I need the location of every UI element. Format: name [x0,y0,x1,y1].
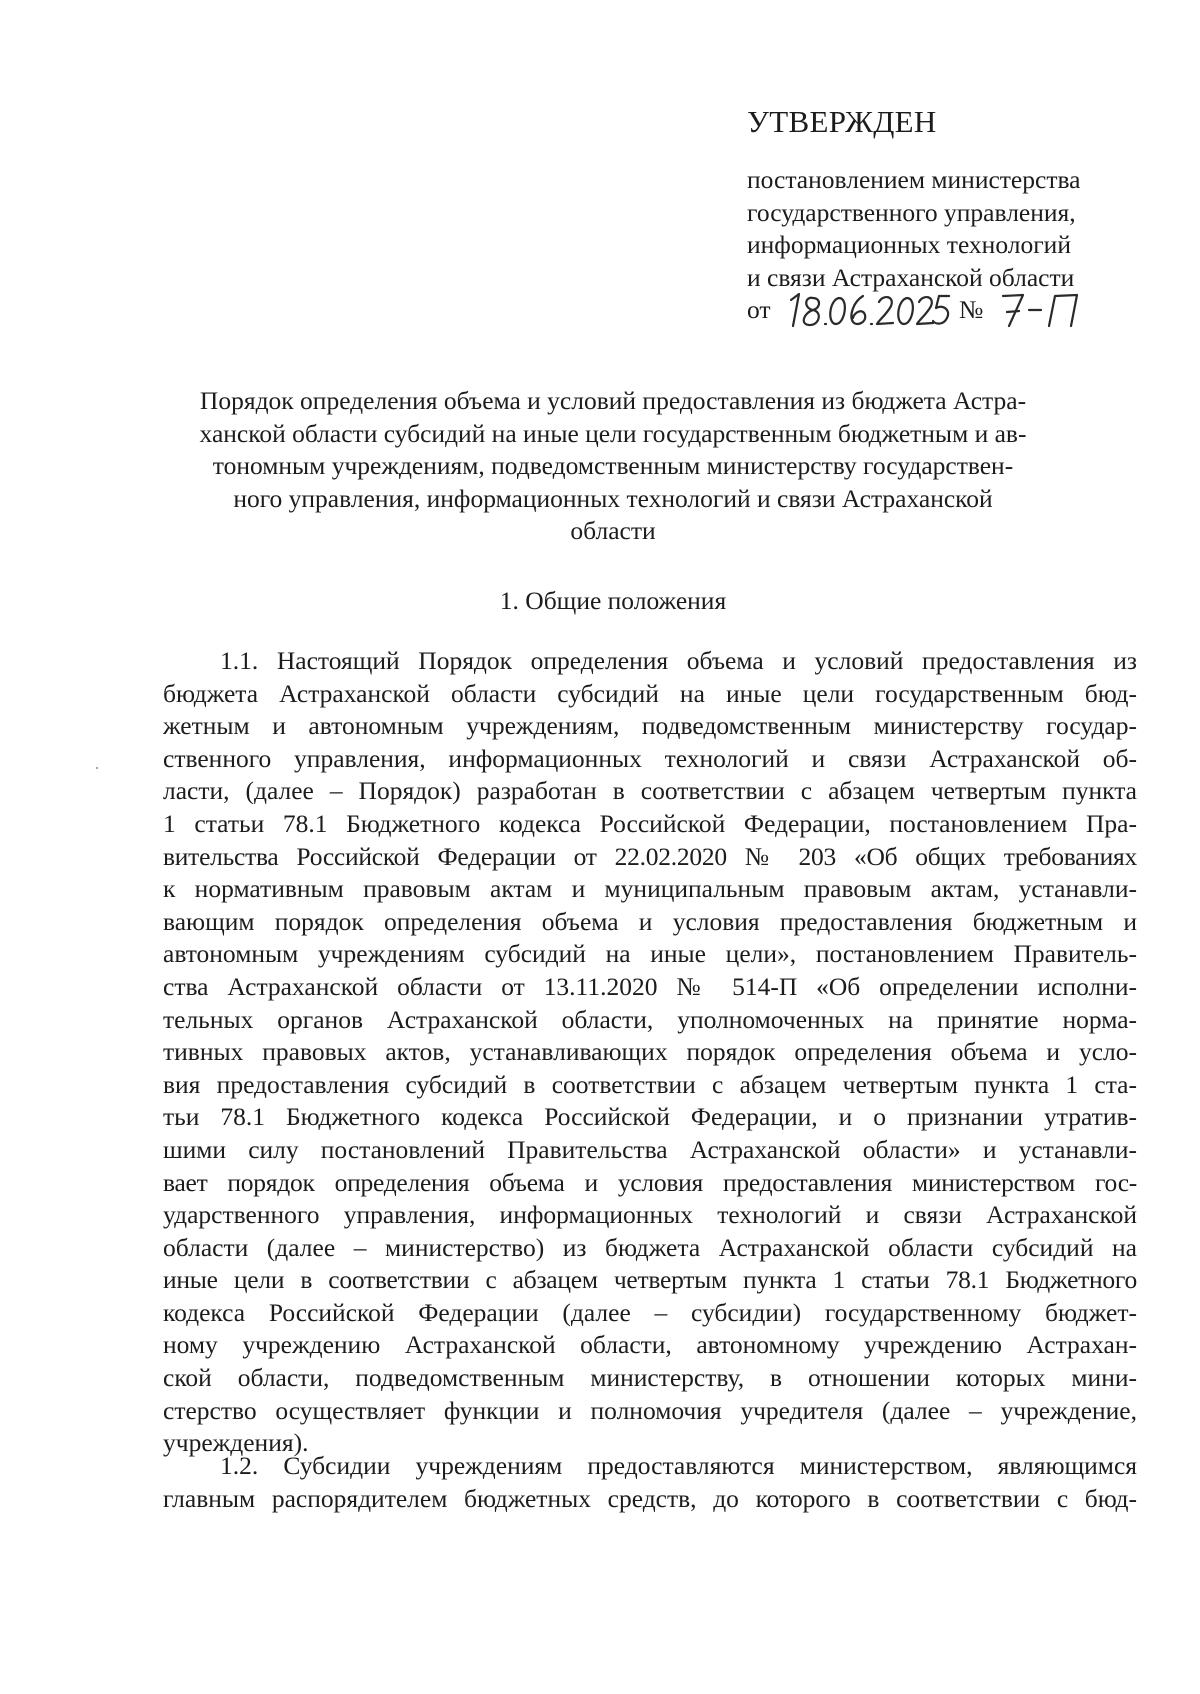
approval-line: государственного управления, [747,197,1076,227]
section-heading: 1. Общие положения [499,586,727,615]
number-prefix: № [959,295,984,324]
handwritten-number [997,286,1087,341]
paragraph-line: к нормативным правовым актам и муниципальным правовым актам, устанавли- [163,874,1137,904]
paragraph-line: 1 статьи 78.1 Бюджетного кодекса Российской Федерации, постановлением Пра- [163,808,1137,838]
paragraph-line: ской области, подведомственным министерству, в отношении которых мини- [163,1363,1137,1393]
title-line: ного управления, информационных технологий и связи Астраханской [233,483,993,513]
paragraph-line: кодекса Российской Федерации (далее – субсидии) государственному бюджет- [163,1297,1137,1327]
paragraph-line: 1.1. Настоящий Порядок определения объема и условий предоставления из [220,646,1137,675]
paragraph-line: тьи 78.1 Бюджетного кодекса Российской Федерации, и о признании утратив- [163,1102,1137,1132]
paragraph-line: тивных правовых актов, устанавливающих порядок определения объема и усло- [163,1037,1137,1067]
paragraph-line: учреждения). [163,1428,309,1458]
paragraph-line: жетным и автономным учреждениям, подведомственным министерству государ- [163,711,1137,741]
paragraph-line: вия предоставления субсидий в соответствии с абзацем четвертым пункта 1 ста- [163,1069,1137,1099]
paragraph-line: ному учреждению Астраханской области, автономному учреждению Астрахан- [163,1330,1137,1360]
handwritten-date [783,286,953,341]
paragraph-line: вающим порядок определения объема и условия предоставления бюджетным и [163,906,1137,936]
title-line: Порядок определения объема и условий предоставления из бюджета Астра- [199,386,1027,415]
paragraph-line: шими силу постановлений Правительства Астраханской области» и устанавли- [163,1134,1137,1164]
approval-line: и связи Астраханской области [747,262,1075,292]
paragraph-line: вительства Российской Федерации от 22.02.2020 № 203 «Об общих требованиях [163,841,1137,871]
paragraph-line: бюджета Астраханской области субсидий на иные цели государственным бюд- [163,678,1137,708]
approval-date-row [747,294,1167,330]
paragraph-line: ударственного управления, информационных технологий и связи Астраханской [163,1200,1137,1230]
paragraph-line: иные цели в соответствии с абзацем четвертым пункта 1 статьи 78.1 Бюджетного [163,1265,1137,1295]
title-line: ханской области субсидий на иные цели государственным бюджетным и ав- [199,418,1027,448]
paragraph-line: ласти, (далее – Порядок) разработан в соответствии с абзацем четвертым пункта [163,776,1137,806]
title-line: тономным учреждениям, подведомственным министерству государствен- [212,451,1014,480]
paragraph-line: ственного управления, информационных технологий и связи Астраханской об- [163,743,1137,773]
paragraph-line: главным распорядителем бюджетных средств, до которого в соответствии с бюд- [163,1483,1137,1513]
paragraph-line: стерство осуществляет функции и полномочия учредителя (далее – учреждение, [163,1395,1137,1425]
approval-heading: УТВЕРЖДЕН [747,104,937,139]
paragraph-1-2 [163,1450,1137,1515]
paragraph-line: тельных органов Астраханской области, уполномоченных на принятие норма- [163,1004,1137,1034]
document-title [168,385,1058,548]
title-line: области [570,516,656,545]
paragraph-line: автономным учреждениям субсидий на иные цели», постановлением Правитель- [163,939,1137,969]
paragraph-1-1 [163,645,1137,1460]
paragraph-line: 1.2. Субсидии учреждениям предоставляются министерством, являющимся [220,1451,1137,1480]
paragraph-line: области (далее – министерство) из бюджета Астраханской области субсидий на [163,1232,1137,1262]
approval-line: постановлением министерства [747,165,1081,194]
paragraph-line: ства Астраханской области от 13.11.2020 № 514-П «Об определении исполни- [163,971,1137,1001]
approval-line: информационных технологий [747,230,1071,259]
scan-speck [96,767,98,769]
approval-block [747,104,1167,330]
date-prefix: от [747,295,771,324]
paragraph-line: вает порядок определения объема и условия предоставления министерством гос- [163,1167,1137,1197]
